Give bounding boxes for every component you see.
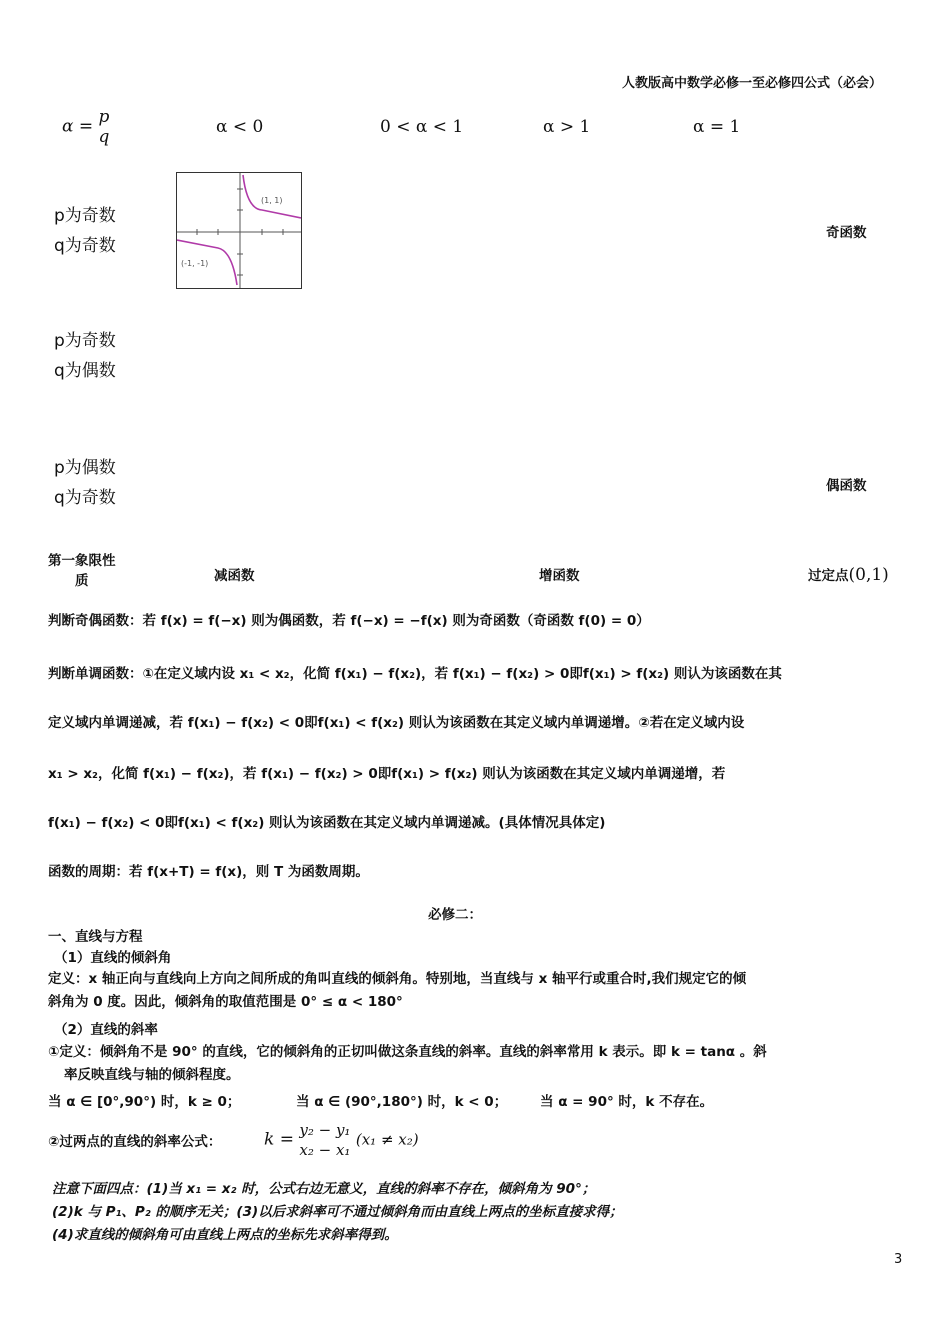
- slope-formula-denominator: x₂ − x₁: [299, 1141, 351, 1159]
- odd-function-label: 奇函数: [826, 225, 867, 241]
- increasing-function-label: 增函数: [539, 568, 580, 584]
- monotonic-rule-line2: 定义域内单调递减，若 f(x₁) − f(x₂) < 0即f(x₁) < f(x₂) 则认为该函数在其定义域内单调递增。②若在定义域内设: [48, 715, 745, 731]
- slope-formula-label: ②过两点的直线的斜率公式：: [48, 1134, 222, 1150]
- slope-formula-lhs: k =: [264, 1129, 294, 1150]
- section-title: 必修二：: [428, 907, 482, 923]
- even-function-label: 偶函数: [826, 478, 867, 494]
- slope-formula: [264, 1120, 419, 1160]
- period-rule: 函数的周期：若 f(x+T) = f(x)，则 T 为函数周期。: [48, 864, 369, 880]
- first-quadrant-label-line2: 质: [75, 573, 89, 589]
- row-odd-even-label: [54, 326, 116, 386]
- slope-formula-condition: (x₁ ≠ x₂): [355, 1130, 419, 1149]
- monotonic-rule-line1: 判断单调函数：①在定义域内设 x₁ < x₂，化简 f(x₁) − f(x₂)，若 f(x₁) − f(x₂) > 0即f(x₁) > f(x₂) 则认为该函数在其: [48, 666, 782, 682]
- fixed-point-value: (0,1): [848, 565, 889, 585]
- decreasing-function-label: 减函数: [214, 568, 255, 584]
- slope-condition-acute: 当 α ∈ [0°,90°) 时，k ≥ 0；: [48, 1094, 241, 1110]
- graph-point-label-2: (-1, -1): [181, 259, 209, 268]
- alpha-lhs: α =: [62, 116, 94, 137]
- column-alpha-between: 0 < α < 1: [380, 117, 464, 137]
- fixed-point-text: 过定点: [808, 568, 849, 584]
- row-odd-odd-p: p为奇数: [54, 206, 116, 226]
- inclination-definition-line1: 定义：x 轴正向与直线向上方向之间所成的角叫直线的倾斜角。特别地，当直线与 x 轴平行或重合时,我们规定它的倾: [48, 971, 747, 987]
- slope-formula-numerator: y₂ − y₁: [299, 1121, 351, 1139]
- slope-formula-fraction: [299, 1120, 350, 1160]
- first-quadrant-label-line1: 第一象限性: [48, 553, 116, 569]
- column-alpha-greater: α > 1: [543, 117, 591, 137]
- row-odd-even-q: q为偶数: [54, 361, 116, 381]
- alpha-numerator: p: [98, 107, 110, 127]
- slope-condition-right: 当 α = 90° 时，k 不存在。: [540, 1094, 714, 1110]
- page-header: 人教版高中数学必修一至必修四公式（必会）: [622, 76, 883, 91]
- row-odd-even-p: p为奇数: [54, 331, 116, 351]
- slope-definition-line1: ①定义：倾斜角不是 90° 的直线，它的倾斜角的正切叫做这条直线的斜率。直线的斜率常用 k 表示。即 k = tanα 。斜: [48, 1044, 767, 1060]
- fixed-point-label: [808, 564, 889, 585]
- first-quadrant-label: [48, 551, 116, 591]
- note-line2: (2)k 与 P₁、P₂ 的顺序无关；(3)以后求斜率可不通过倾斜角而由直线上两点的坐标直接求得；: [52, 1204, 623, 1220]
- graph-point-label-1: (1, 1): [261, 196, 283, 205]
- note-line3: (4)求直线的倾斜角可由直线上两点的坐标先求斜率得到。: [52, 1227, 398, 1243]
- subheading-slope: （2）直线的斜率: [54, 1022, 158, 1038]
- row-odd-odd-label: [54, 201, 116, 261]
- subheading-inclination: （1）直线的倾斜角: [54, 950, 172, 966]
- column-alpha-negative: α < 0: [216, 117, 264, 137]
- page-number: 3: [894, 1252, 903, 1267]
- reciprocal-function-graph: [176, 172, 302, 289]
- slope-condition-obtuse: 当 α ∈ (90°,180°) 时，k < 0；: [296, 1094, 508, 1110]
- slope-definition-line2: 率反映直线与轴的倾斜程度。: [64, 1067, 240, 1083]
- row-even-odd-q: q为奇数: [54, 488, 116, 508]
- note-line1: 注意下面四点：(1)当 x₁ = x₂ 时，公式右边无意义，直线的斜率不存在，倾斜角为 90°；: [52, 1181, 596, 1197]
- inclination-definition-line2: 斜角为 0 度。因此，倾斜角的取值范围是 0° ≤ α < 180°: [48, 994, 403, 1010]
- alpha-denominator: q: [98, 127, 110, 147]
- monotonic-rule-line4: f(x₁) − f(x₂) < 0即f(x₁) < f(x₂) 则认为该函数在其定义域内单调递减。(具体情况具体定): [48, 815, 606, 831]
- alpha-definition: [62, 107, 109, 147]
- monotonic-rule-line3: x₁ > x₂，化简 f(x₁) − f(x₂)，若 f(x₁) − f(x₂) > 0即f(x₁) > f(x₂) 则认为该函数在其定义域内单调递增，若: [48, 766, 726, 782]
- column-alpha-one: α = 1: [693, 117, 741, 137]
- parity-rule: 判断奇偶函数：若 f(x) = f(−x) 则为偶函数，若 f(−x) = −f(x) 则为奇函数（奇函数 f(0) = 0）: [48, 613, 650, 629]
- row-odd-odd-q: q为奇数: [54, 236, 116, 256]
- graph-svg: [177, 173, 301, 288]
- heading-line-equation: 一、直线与方程: [48, 929, 143, 945]
- row-even-odd-p: p为偶数: [54, 458, 116, 478]
- row-even-odd-label: [54, 453, 116, 513]
- alpha-fraction: [99, 107, 110, 147]
